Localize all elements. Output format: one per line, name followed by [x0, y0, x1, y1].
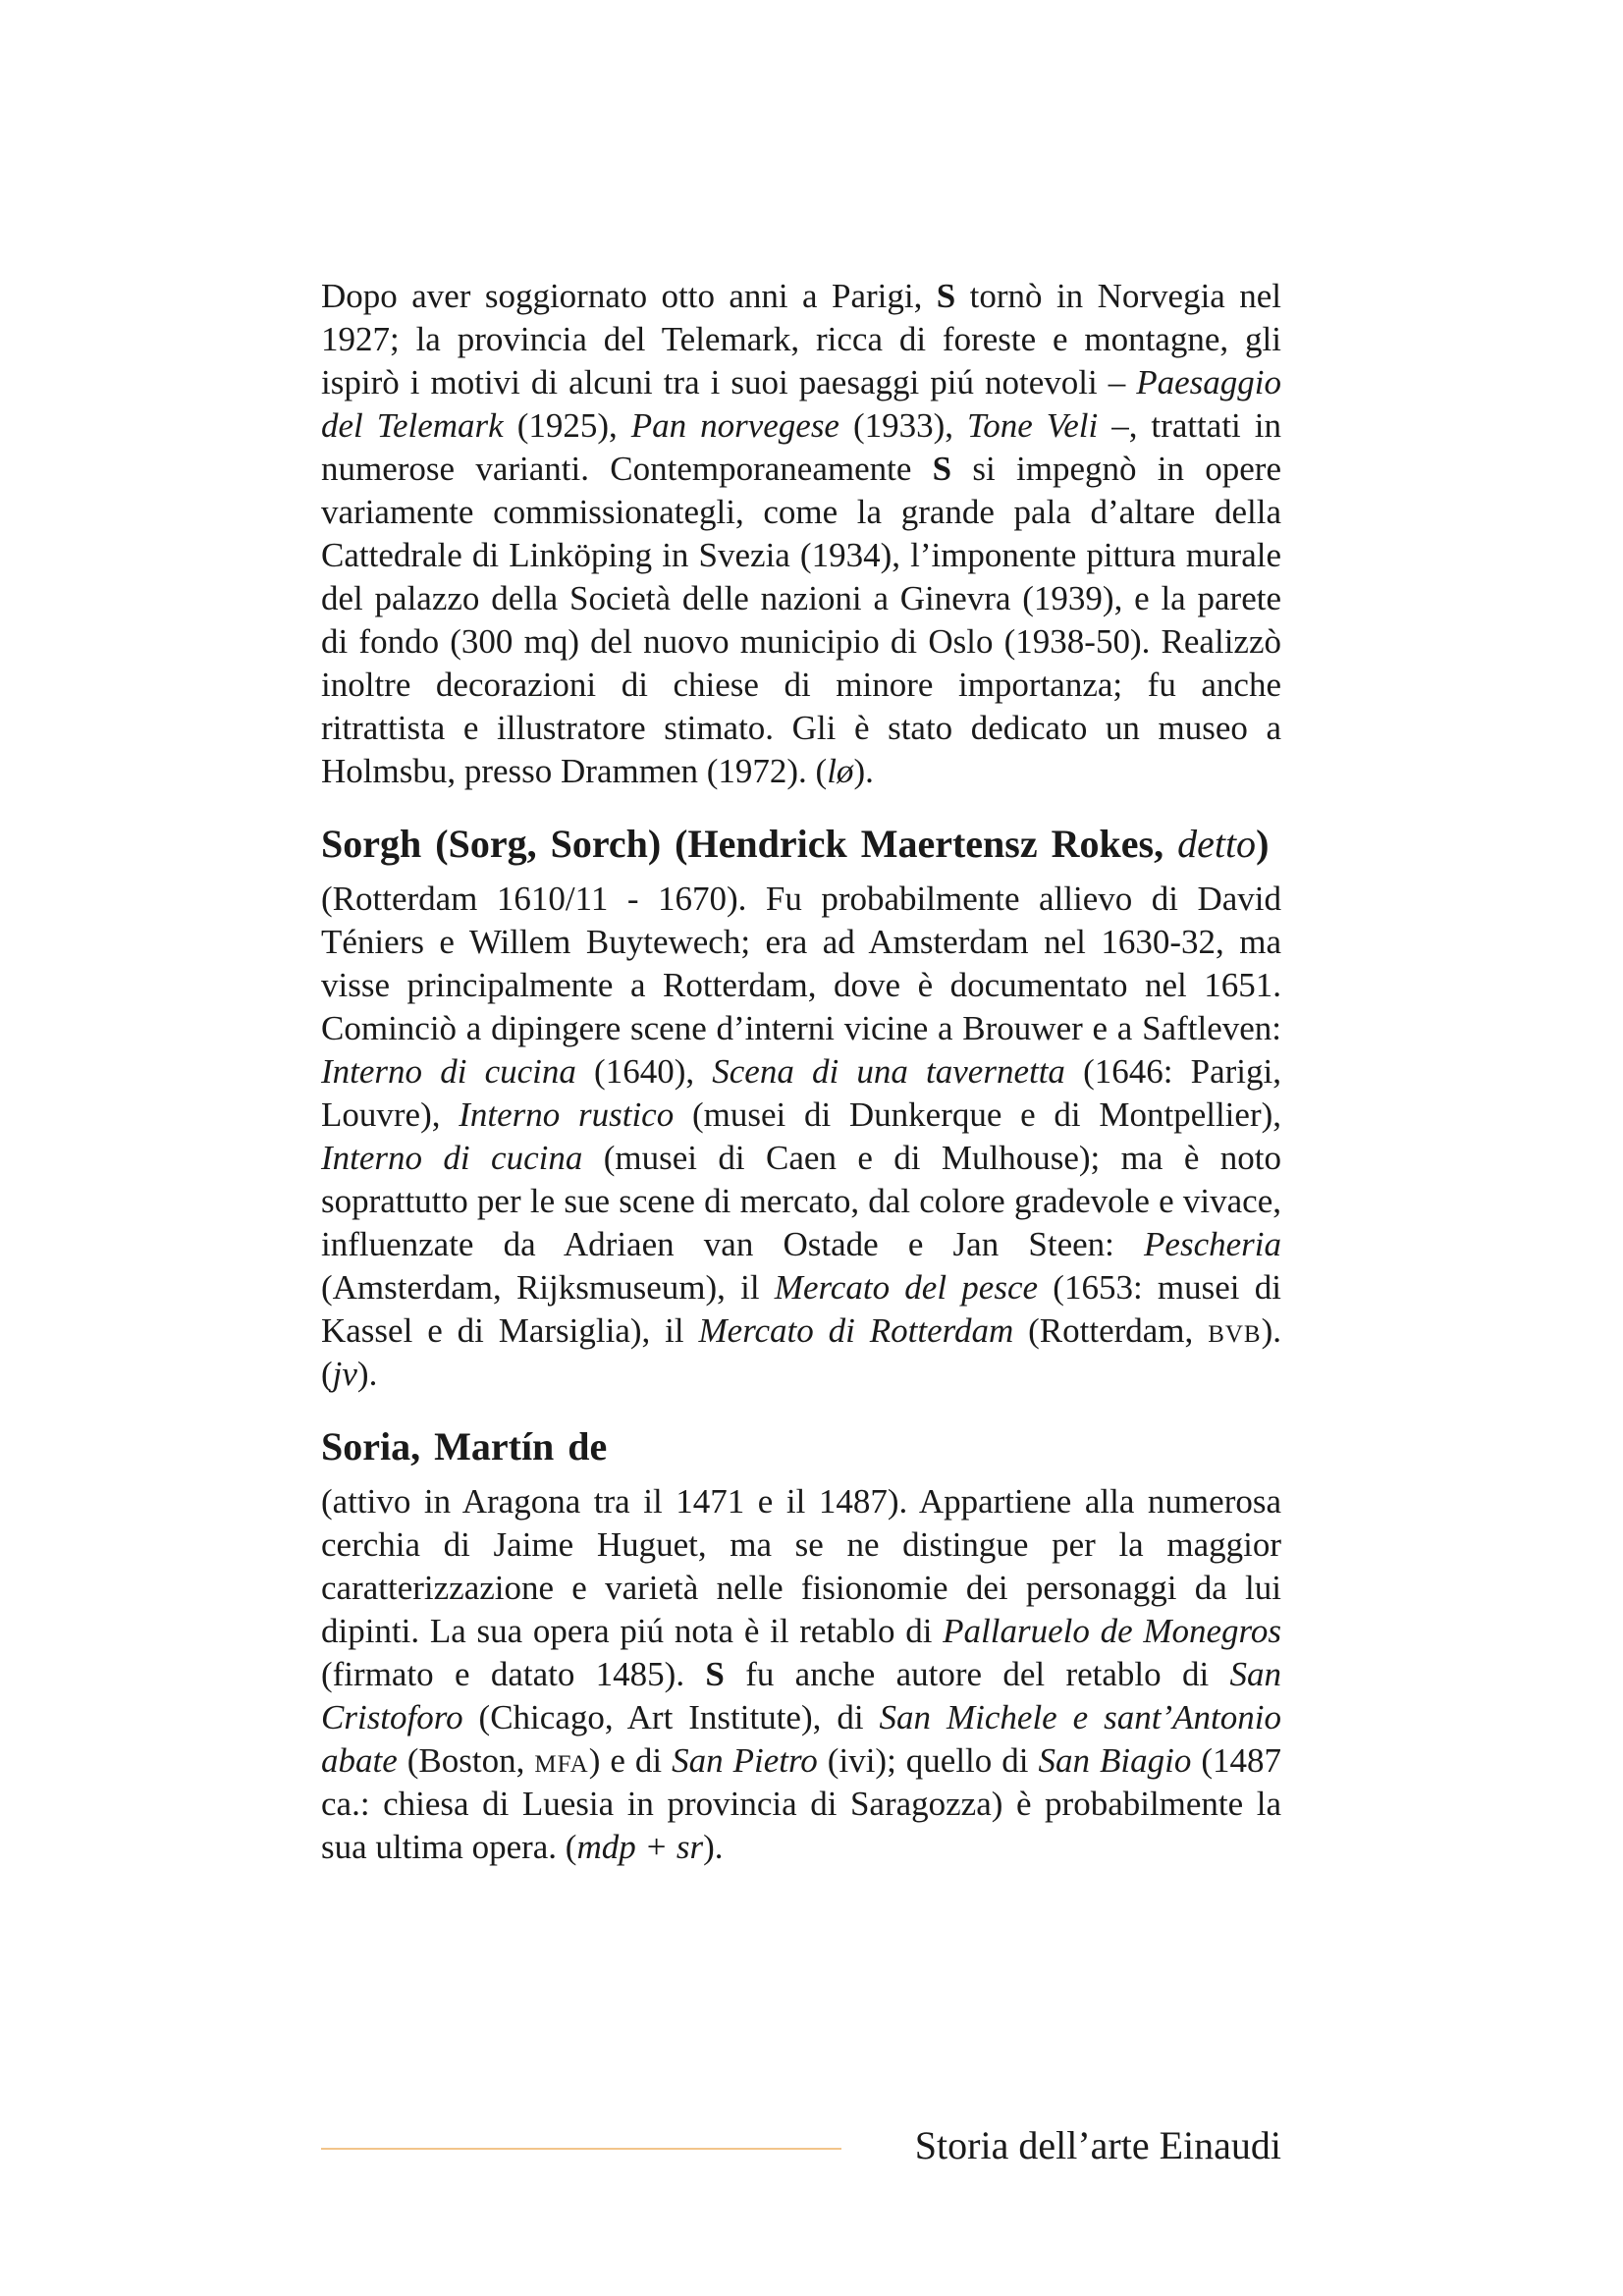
text-span: (1487 ca.: chiesa di Luesia in provincia di Saragozza) è probabilmente la sua ultima opera. ( [321, 1741, 1281, 1866]
text-span: –, trattati in numerose varianti. Contemporaneamente [321, 406, 1281, 488]
italic-span: San Biagio [1038, 1741, 1192, 1780]
italic-span: Pallaruelo de Monegros [943, 1612, 1281, 1650]
entry-heading-text: Soria, Martín de [321, 1424, 608, 1468]
text-span: ). [853, 752, 874, 790]
text-span: fu anche autore del retablo di [724, 1655, 1230, 1693]
bold-span: S [705, 1655, 725, 1693]
text-span: ) e di [588, 1741, 673, 1780]
italic-span: San Cristoforo [321, 1655, 1281, 1736]
entry-soria [321, 1423, 1281, 1869]
text-column [321, 275, 1281, 1869]
entry-body [321, 878, 1281, 1396]
continuation-paragraph [321, 275, 1281, 793]
entry-heading [321, 821, 1281, 868]
italic-span: Tone Veli [966, 406, 1099, 445]
italic-span: Mercato di Rotterdam [698, 1311, 1014, 1350]
text-span: ). [703, 1828, 724, 1866]
bold-span: S [936, 277, 956, 315]
italic-span: San Pietro [672, 1741, 818, 1780]
text-span: (Boston, [397, 1741, 535, 1780]
italic-span: jv [332, 1355, 357, 1393]
text-span: (ivi); quello di [817, 1741, 1039, 1780]
italic-span: Paesaggio del Telemark [321, 363, 1281, 445]
entry-heading-tail: ) [1256, 822, 1270, 866]
text-span: (1933), [839, 406, 967, 445]
text-span: Dopo aver soggiornato otto anni a Parigi, [321, 277, 937, 315]
text-span: (Rotterdam, [1013, 1311, 1209, 1350]
text-span: (firmato e datato 1485). [321, 1655, 706, 1693]
text-span: (musei di Dunkerque e di Montpellier), [674, 1095, 1282, 1134]
text-span: (musei di Caen e di Mulhouse); ma è noto soprattutto per le sue scene di mercato, dal colore gradevole e vivace, influenzate da Adriaen van Ostade e Jan Steen: [321, 1139, 1281, 1263]
footer-title: Storia dell’arte Einaudi [914, 2123, 1281, 2167]
footer-rule [321, 2148, 841, 2150]
text-span: (1653: musei di Kassel e di Marsiglia), il [321, 1268, 1281, 1350]
entry-heading [321, 1423, 1281, 1470]
italic-span: Interno di cucina [321, 1139, 583, 1177]
italic-span: Mercato del pesce [774, 1268, 1039, 1307]
italic-span: Pan norvegese [630, 406, 839, 445]
entry-heading-italic: detto [1177, 822, 1257, 866]
italic-span: Interno di cucina [321, 1052, 576, 1091]
text-span: (attivo in Aragona tra il 1471 e il 1487). Appartiene alla numerosa cerchia di Jaime Huguet, ma se ne distingue per la maggior caratterizzazione e varietà nelle fisionomie dei personaggi da lui dipinti. La sua opera piú nota è il retablo di [321, 1482, 1281, 1650]
smallcaps-span: bvb [1208, 1311, 1262, 1350]
entry-heading-text: Sorgh (Sorg, Sorch) (Hendrick Maertensz Rokes, [321, 822, 1164, 866]
text-span: tornò in Norvegia nel 1927; la provincia del Telemark, ricca di foreste e montagne, gli ispirò i motivi di alcuni tra i suoi paesaggi piú notevoli – [321, 277, 1282, 401]
italic-span: San Michele e sant’Antonio abate [321, 1698, 1281, 1780]
italic-span: Scena di una tavernetta [712, 1052, 1065, 1091]
italic-span: mdp + sr [576, 1828, 704, 1866]
italic-span: lø [827, 752, 854, 790]
page-footer [321, 2118, 1281, 2177]
text-span: (Chicago, Art Institute), di [462, 1698, 880, 1736]
text-span: (1640), [575, 1052, 713, 1091]
text-span: (1646: Parigi, Louvre), [321, 1052, 1281, 1134]
text-span: (Amsterdam, Rijksmuseum), il [321, 1268, 775, 1307]
italic-span: Interno rustico [459, 1095, 675, 1134]
text-span: ). [356, 1355, 378, 1393]
text-span: ). ( [321, 1311, 1281, 1393]
text-span: si impegnò in opere variamente commissionategli, come la grande pala d’altare della Cattedrale di Linköping in Svezia (1934), l’imponente pittura murale del palazzo della Società delle nazioni a Ginevra (1939), e la parete di fondo (300 mq) del nuovo municipio di Oslo (1938-50). Realizzò inoltre decorazioni di chiese di minore importanza; fu anche ritrattista e illustratore stimato. Gli è stato dedicato un museo a Holmsbu, presso Drammen (1972). ( [321, 450, 1281, 790]
entry-body [321, 1480, 1281, 1869]
text-span: (Rotterdam 1610/11 - 1670). Fu probabilmente allievo di David Téniers e Willem Buytewech; era ad Amsterdam nel 1630-32, ma visse principalmente a Rotterdam, dove è documentato nel 1651. Cominciò a dipingere scene d’interni vicine a Brouwer e a Saftleven: [321, 880, 1281, 1047]
text-span: (1925), [503, 406, 631, 445]
entry-sorgh [321, 821, 1281, 1396]
smallcaps-span: mfa [534, 1741, 589, 1780]
italic-span: Pescheria [1144, 1225, 1281, 1263]
bold-span: S [932, 450, 952, 488]
